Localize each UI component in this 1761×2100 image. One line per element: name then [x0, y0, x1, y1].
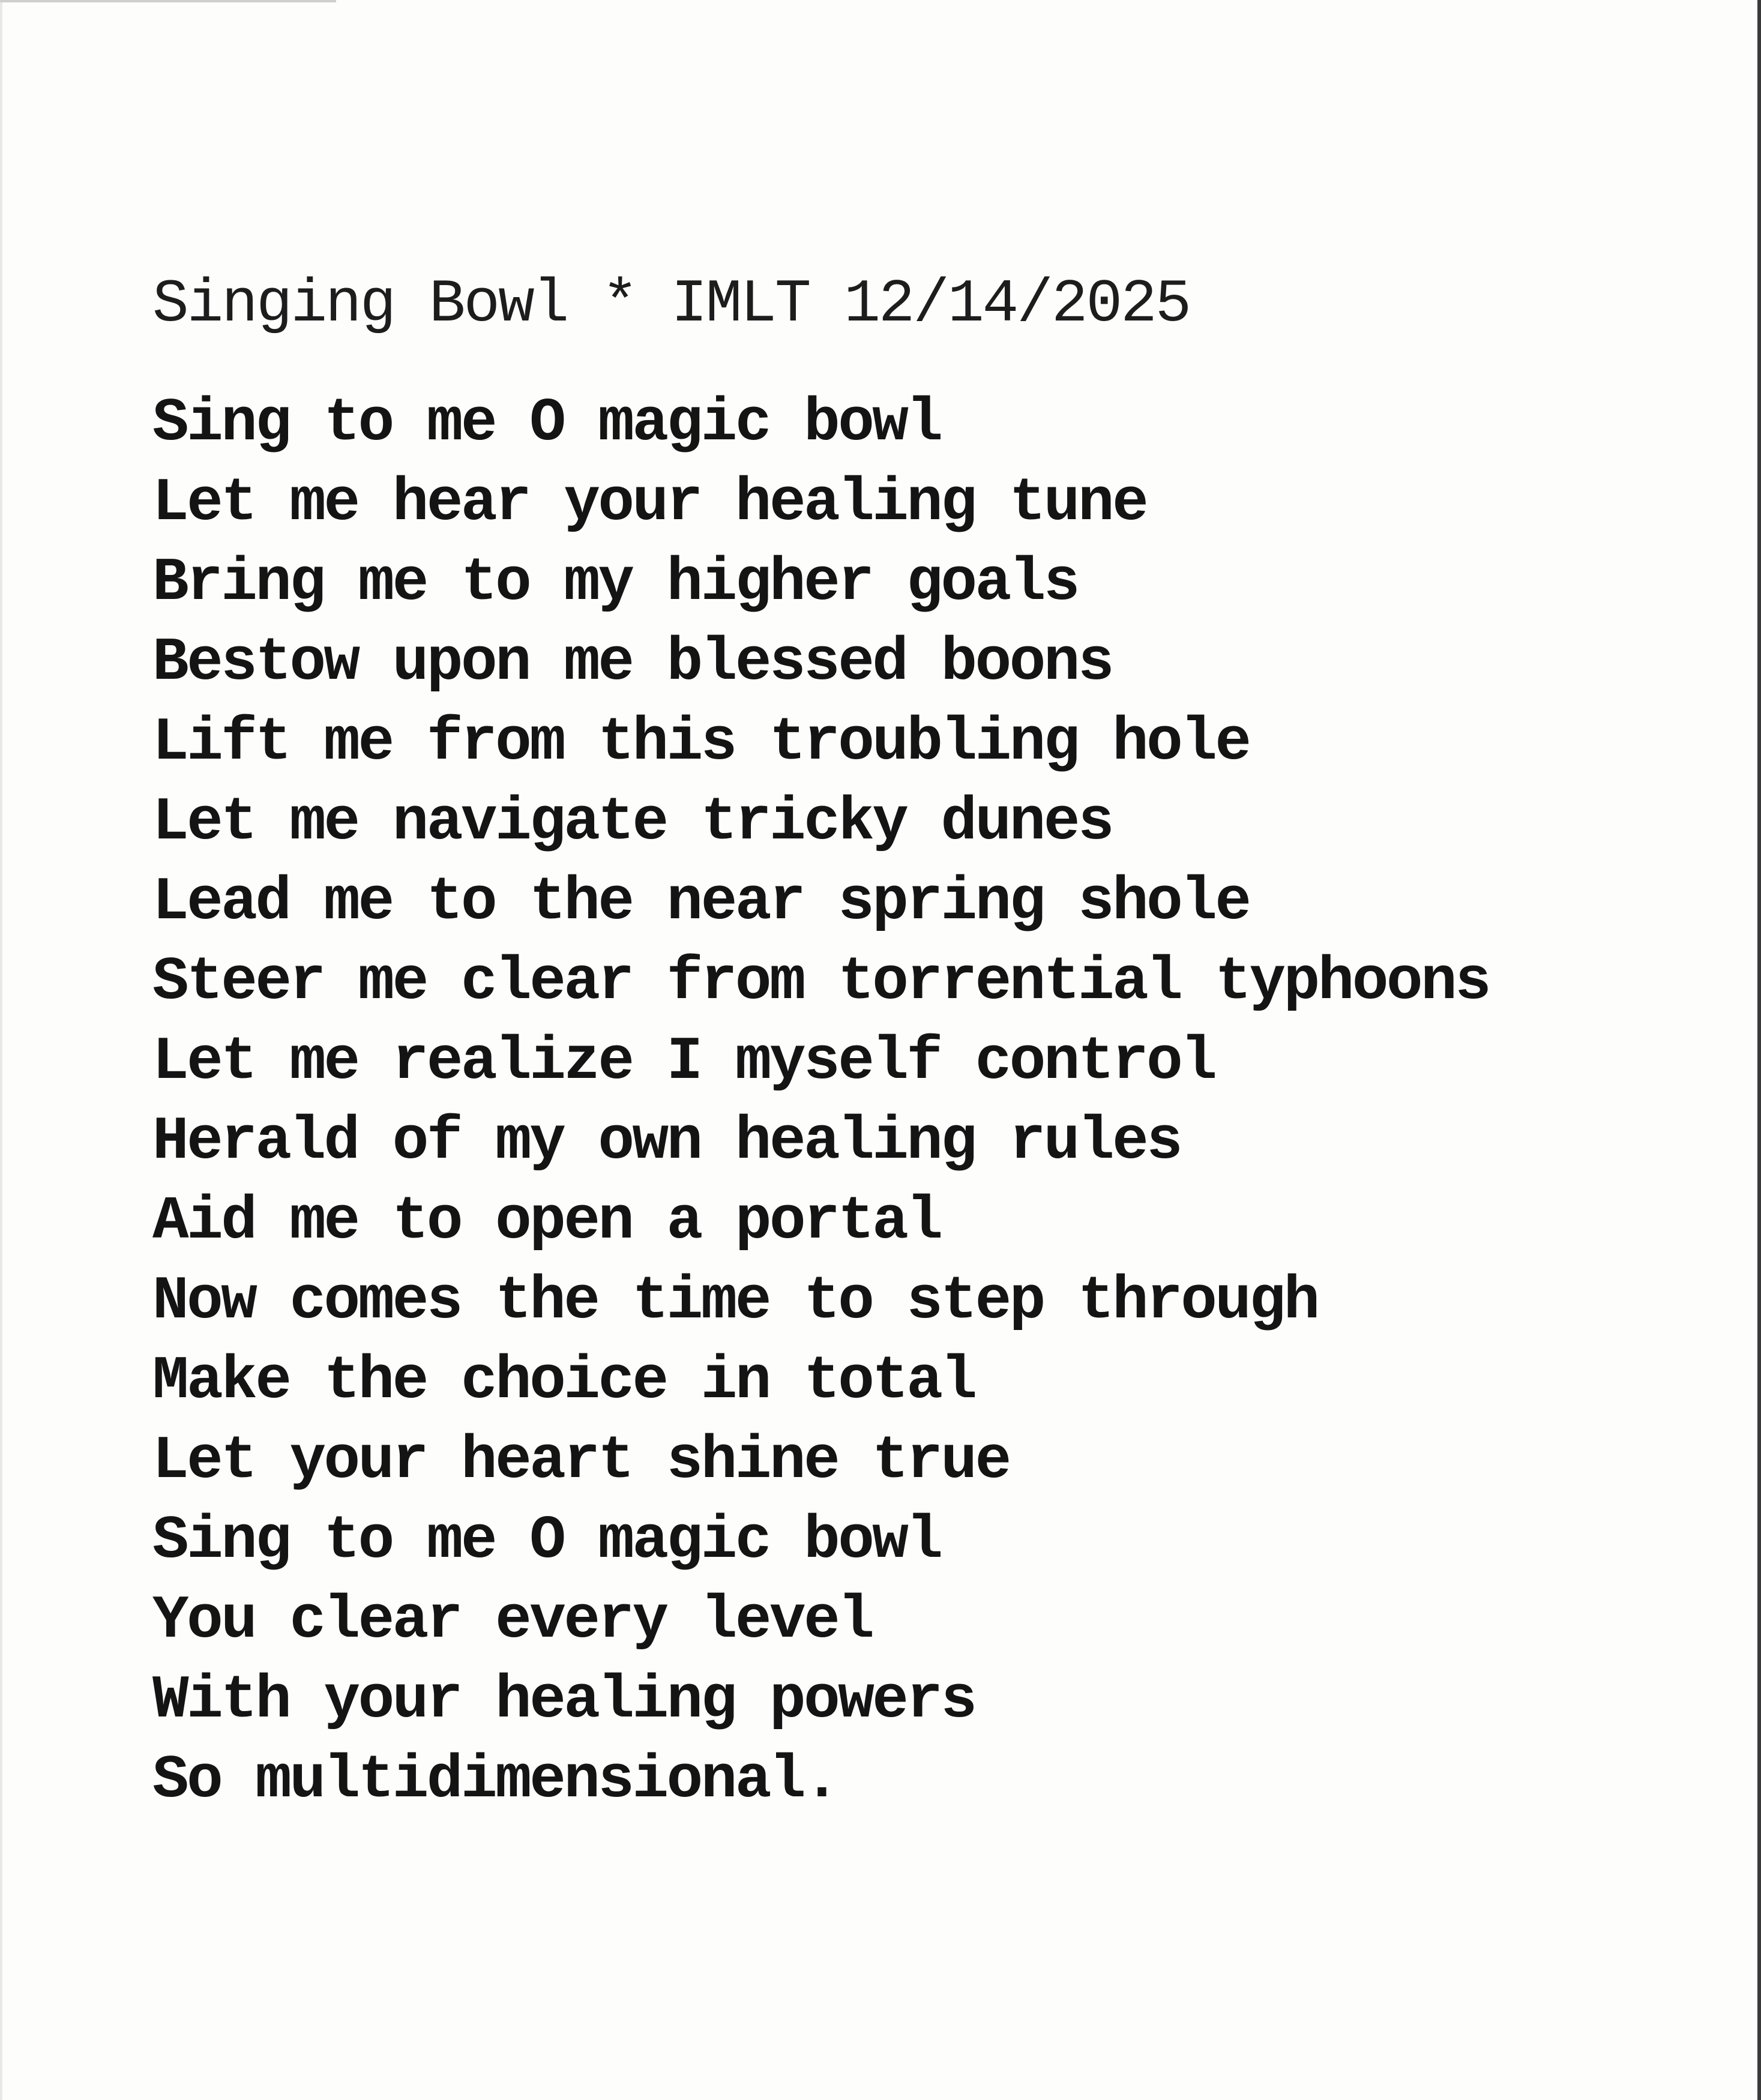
poem-line: Lead me to the near spring shole — [152, 868, 1250, 937]
poem-line: Let your heart shine true — [152, 1427, 1010, 1496]
poem-line: Make the choice in total — [152, 1347, 975, 1416]
page-left-edge — [0, 0, 2, 2100]
poem-line: Aid me to open a portal — [152, 1188, 941, 1256]
poem-line: With your healing powers — [152, 1667, 975, 1735]
poem-line: Let me navigate tricky dunes — [152, 789, 1113, 857]
poem-body — [152, 384, 1489, 1821]
poem-line: Steer me clear from torrential typhoons — [152, 948, 1490, 1017]
poem-line: Bestow upon me blessed boons — [152, 629, 1113, 697]
poem-line: Let me hear your healing tune — [152, 469, 1147, 538]
poem-line: You clear every level — [152, 1587, 873, 1655]
poem-line: Sing to me O magic bowl — [152, 1507, 941, 1575]
poem-line: Now comes the time to step through — [152, 1268, 1318, 1336]
poem-line: Let me realize I myself control — [152, 1028, 1215, 1097]
page-top-edge — [0, 0, 336, 2]
poem-line: Lift me from this troubling hole — [152, 709, 1250, 777]
poem-line: So multidimensional. — [152, 1746, 838, 1815]
page-right-edge — [1757, 0, 1761, 2100]
poem-line: Sing to me O magic bowl — [152, 390, 941, 458]
poem-title: Singing Bowl * IMLT 12/14/2025 — [152, 271, 1190, 339]
poem-line: Bring me to my higher goals — [152, 549, 1078, 618]
poem-line: Herald of my own healing rules — [152, 1108, 1181, 1176]
